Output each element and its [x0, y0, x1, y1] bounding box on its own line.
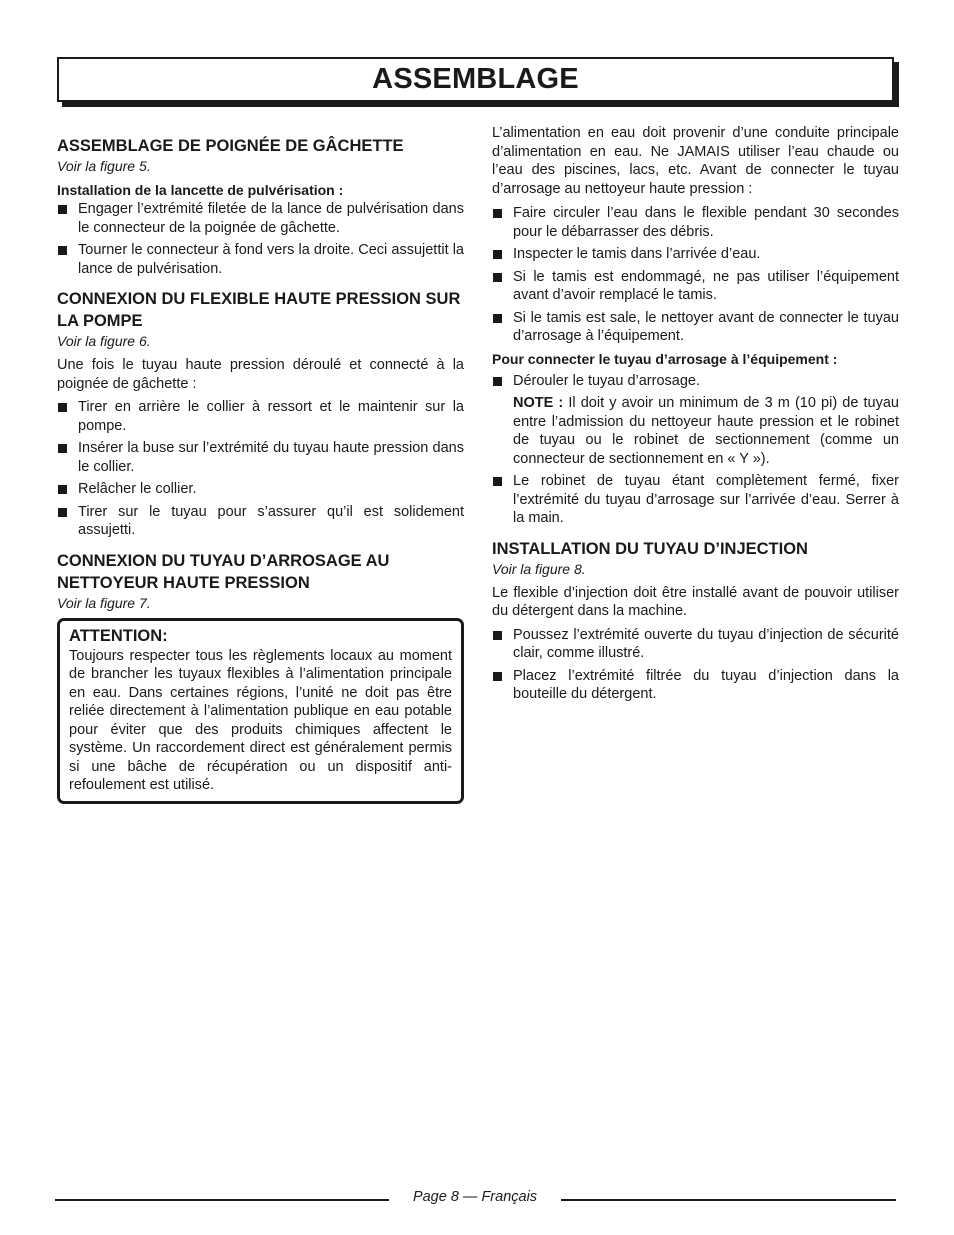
footer-rule-left — [55, 1199, 389, 1201]
note-paragraph — [492, 394, 899, 468]
section-heading: ASSEMBLAGE DE POIGNÉE DE GÂCHETTE — [57, 137, 404, 155]
list-item: Si le tamis est endommagé, ne pas utiliser l’équipement avant d’avoir remplacé le tamis. — [492, 268, 899, 305]
figure-reference: Voir la figure 7. — [57, 594, 151, 611]
list-item: Relâcher le collier. — [57, 480, 464, 499]
bullet-square-icon — [493, 250, 502, 259]
footer-rule-right — [561, 1199, 896, 1201]
list-item: Insérer la buse sur l’extrémité du tuyau haute pression dans le collier. — [57, 439, 464, 476]
list-item: Dérouler le tuyau d’arrosage. — [492, 372, 899, 391]
bullet-square-icon — [493, 209, 502, 218]
section-garden-hose — [57, 550, 464, 804]
bullet-square-icon — [58, 205, 67, 214]
note-text: Il doit y avoir un minimum de 3 m (10 pi) de tuyau entre l’admission du nettoyeur haute pression et le robinet de tuyau ou le robinet de sectionnement (comme un connecteur de sectionnement en « Y »). — [513, 395, 899, 467]
bullet-square-icon — [493, 672, 502, 681]
bullet-square-icon — [493, 631, 502, 640]
section-heading: INSTALLATION DU TUYAU D’INJECTION — [492, 539, 808, 558]
bullet-list — [492, 204, 899, 346]
bullet-list — [57, 200, 464, 278]
list-item: Tirer en arrière le collier à ressort et le maintenir sur la pompe. — [57, 398, 464, 435]
list-item: Placez l’extrémité filtrée du tuyau d’injection dans la bouteille du détergent. — [492, 667, 899, 704]
attention-title: ATTENTION: — [69, 626, 168, 645]
list-item: Le robinet de tuyau étant complètement fermé, fixer l’extrémité du tuyau d’arrosage sur l’arrivée d’eau. Serrer à la main. — [492, 472, 899, 528]
bullet-list — [57, 398, 464, 540]
list-item: Faire circuler l’eau dans le flexible pendant 30 secondes pour le débarrasser des débris. — [492, 204, 899, 241]
paragraph: Une fois le tuyau haute pression déroulé et connecté à la poignée de gâchette : — [57, 357, 464, 392]
figure-reference: Voir la figure 5. — [57, 158, 151, 174]
paragraph: Le flexible d’injection doit être installé avant de pouvoir utiliser du détergent dans la machine. — [492, 584, 899, 619]
right-column — [492, 124, 899, 708]
page-title: ASSEMBLAGE — [372, 63, 579, 95]
section-heading: CONNEXION DU TUYAU D’ARROSAGE AU NETTOYEUR HAUTE PRESSION — [57, 551, 390, 592]
bullet-square-icon — [58, 403, 67, 412]
figure-reference: Voir la figure 8. — [492, 560, 586, 577]
bullet-square-icon — [493, 477, 502, 486]
bullet-square-icon — [493, 273, 502, 282]
paragraph: L’alimentation en eau doit provenir d’une conduite principale d’alimentation en eau. Ne JAMAIS utiliser l’eau chaude ou l’eau des piscines, lacs, etc. Avant de connecter le tuyau d’arrosage au nettoyeur haute pression : — [492, 125, 899, 197]
list-item: Tourner le connecteur à fond vers la droite. Ceci assujettit la lance de pulvérisation. — [57, 241, 464, 278]
attention-box — [57, 618, 464, 804]
section-heading: CONNEXION DU FLEXIBLE HAUTE PRESSION SUR LA POMPE — [57, 290, 461, 330]
page-footer: Page 8 — Français — [412, 1189, 538, 1205]
bullet-list — [492, 372, 899, 391]
bullet-square-icon — [493, 314, 502, 323]
list-item: Si le tamis est sale, le nettoyer avant de connecter le tuyau d’arrosage à l’équipement. — [492, 309, 899, 346]
bullet-square-icon — [58, 444, 67, 453]
attention-text: Toujours respecter tous les règlements locaux au moment de brancher les tuyaux flexibles à l’alimentation principale en eau. Dans certaines régions, l’unité ne doit pas être reliée directement à l’alimentation publique en eau potable pour éviter que des produits chimiques affectent le système. Un raccordement direct est généralement permis si une bâche de récupération ou un dispositif anti-refoulement est utilisé. — [69, 647, 452, 793]
section-pump-hose — [57, 288, 464, 540]
left-column — [57, 124, 464, 804]
subheading: Installation de la lancette de pulvérisation : — [57, 182, 344, 198]
section-injection-hose — [492, 538, 899, 704]
section-trigger-handle — [57, 135, 464, 278]
page-title-box — [57, 57, 894, 102]
bullet-square-icon — [493, 377, 502, 386]
bullet-square-icon — [58, 485, 67, 494]
bullet-list — [492, 626, 899, 704]
list-item: Inspecter le tamis dans l’arrivée d’eau. — [492, 245, 899, 264]
note-label: NOTE : — [513, 395, 564, 411]
list-item: Engager l’extrémité filetée de la lance de pulvérisation dans le connecteur de la poignée de gâchette. — [57, 200, 464, 237]
bullet-square-icon — [58, 246, 67, 255]
list-item: Poussez l’extrémité ouverte du tuyau d’injection de sécurité clair, comme illustré. — [492, 626, 899, 663]
subheading: Pour connecter le tuyau d’arrosage à l’équipement : — [492, 350, 838, 367]
list-item: Tirer sur le tuyau pour s’assurer qu’il est solidement assujetti. — [57, 503, 464, 540]
bullet-square-icon — [58, 508, 67, 517]
figure-reference: Voir la figure 6. — [57, 333, 151, 349]
bullet-list — [492, 472, 899, 528]
